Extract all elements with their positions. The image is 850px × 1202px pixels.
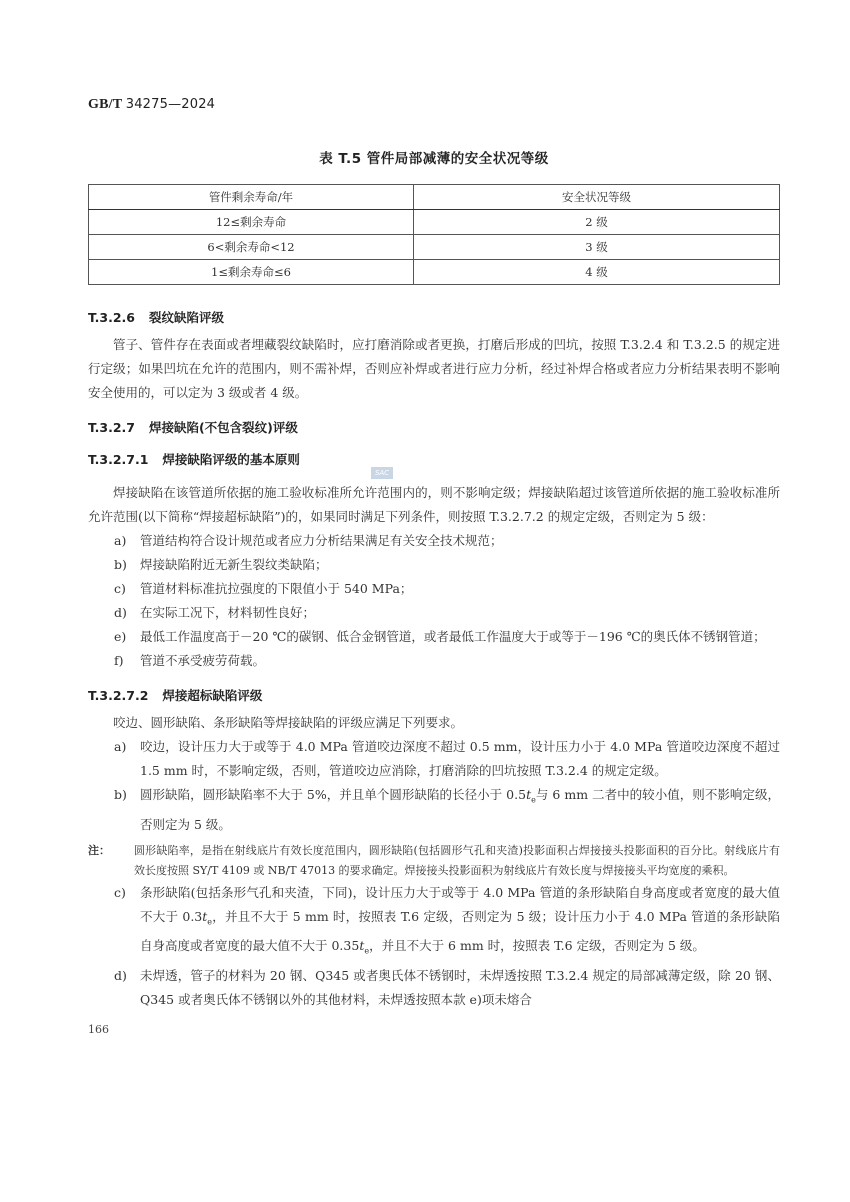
table-cell: 2 级	[414, 210, 780, 235]
paragraph-t3271: 焊接缺陷在该管道所依据的施工验收标准所允许范围内的，则不影响定级；焊接缺陷超过该管道所依据的施工验收标准所允许范围(以下简称“焊接超标缺陷”)的，如果同时满足下列条件，则按照 T.3.2.7.2 的规定定级，否则定为 5 级：	[88, 485, 780, 524]
paragraph-t326: 管子、管件存在表面或者埋藏裂纹缺陷时，应打磨消除或者更换，打磨后形成的凹坑，按照 T.3.2.4 和 T.3.2.5 的规定进行定级；如果凹坑在允许的范围内，则不需补焊，否则应补焊或者进行应力分析，经过补焊合格或者应力分析结果表明不影响安全使用的，可以定为 3 级或者 4 级。	[88, 337, 780, 400]
list-marker: c)	[114, 581, 126, 596]
text-fragment: ，并且不大于 6 mm 时，按照表 T.6 定级，否则定为 5 级。	[369, 938, 705, 953]
list-marker: b)	[114, 787, 127, 802]
weld-defect-list-ab	[88, 735, 780, 837]
list-item	[88, 577, 780, 601]
thickness-symbol: t	[526, 787, 532, 802]
list-text: 最低工作温度高于－20 ℃的碳钢、低合金钢管道，或者最低工作温度大于或等于－196 ℃的奥氏体不锈钢管道；	[140, 629, 766, 644]
list-item	[88, 649, 780, 673]
list-text: 未焊透，管子的材料为 20 钢、Q345 或者奥氏体不锈钢时，未焊透按照 T.3.2.4 规定的局部减薄定级，除 20 钢、Q345 或者奥氏体不锈钢以外的其他材料，未焊透按照本款 e)项未熔合	[140, 967, 780, 1007]
table-header-row	[89, 185, 780, 210]
list-text: 管道结构符合设计规范或者应力分析结果满足有关安全技术规范；	[140, 533, 503, 548]
text-fragment: 圆形缺陷，圆形缺陷率不大于 5%，并且单个圆形缺陷的长径小于 0.5	[140, 787, 527, 802]
text-fragment: 条形缺陷(包括条形气孔和夹渣，下同)，设计压力大于或等于 4.0 MPa 管道的条形缺陷自身高度或者宽度的最大值不大于 0.3	[140, 884, 780, 924]
section-heading-t3271	[88, 451, 780, 469]
list-item	[88, 881, 780, 964]
table-cell: 6<剩余寿命<12	[89, 235, 414, 260]
section-number: T.3.2.6	[88, 310, 135, 325]
section-number: T.3.2.7.1	[88, 452, 149, 467]
safety-grade-table	[88, 184, 780, 285]
list-marker: e)	[114, 629, 127, 644]
list-item	[88, 735, 780, 783]
watermark-band	[88, 469, 780, 481]
table-row	[89, 260, 780, 285]
thickness-subscript: e	[364, 946, 370, 956]
page-number: 166	[88, 1022, 109, 1036]
list-marker: a)	[114, 739, 127, 754]
list-marker: b)	[114, 557, 127, 572]
section-heading-t3272	[88, 687, 780, 705]
list-text	[140, 885, 780, 954]
standard-code	[88, 96, 780, 114]
list-text	[140, 787, 780, 832]
list-item	[88, 625, 780, 649]
list-item	[88, 553, 780, 577]
section-title: 焊接缺陷评级的基本原则	[162, 452, 300, 467]
list-marker: f)	[114, 653, 124, 668]
section-heading-t326	[88, 309, 780, 327]
thickness-symbol: t	[359, 938, 365, 953]
list-marker: d)	[114, 605, 127, 620]
table-row	[89, 235, 780, 260]
list-text: 管道材料标准抗拉强度的下限值小于 540 MPa；	[140, 581, 413, 596]
table-header-cell: 管件剩余寿命/年	[89, 185, 414, 210]
condition-list	[88, 529, 780, 673]
list-marker: a)	[114, 533, 127, 548]
weld-defect-list-cd	[88, 881, 780, 1012]
list-item	[88, 783, 780, 837]
table-cell: 4 级	[414, 260, 780, 285]
note-label: 注：	[88, 843, 110, 857]
section-number: T.3.2.7	[88, 420, 135, 435]
thickness-subscript: e	[207, 917, 213, 926]
table-header-cell: 安全状况等级	[414, 185, 780, 210]
standard-prefix: GB/T	[88, 97, 123, 112]
note-block	[88, 841, 780, 881]
table-title: 表 T.5 管件局部减薄的安全状况等级	[319, 151, 549, 167]
section-title: 裂纹缺陷评级	[148, 310, 224, 325]
list-marker: d)	[114, 967, 127, 983]
section-number: T.3.2.7.2	[88, 688, 149, 703]
list-item	[88, 601, 780, 625]
thickness-subscript: e	[531, 795, 536, 805]
list-text: 在实际工况下，材料韧性良好；	[140, 605, 316, 620]
note-text: 圆形缺陷率，是指在射线底片有效长度范围内，圆形缺陷(包括圆形气孔和夹渣)投影面积占焊接接头投影面积的百分比。射线底片有效长度按照 SY/T 4109 或 NB/T 47013 的要求确定。焊接接头投影面积为射线底片有效长度与焊接接头平均宽度的乘积。	[134, 843, 780, 877]
table-row	[89, 210, 780, 235]
section-heading-t327	[88, 419, 780, 437]
section-title: 焊接缺陷(不包含裂纹)评级	[148, 420, 298, 435]
standard-number: 34275—2024	[125, 97, 216, 112]
list-item	[88, 529, 780, 553]
text-fragment: 与 6 mm 二者中的较小值，则不影响定级，否则定为 5 级。	[140, 787, 780, 832]
table-cell: 12≤剩余寿命	[89, 210, 414, 235]
list-text: 咬边，设计压力大于或等于 4.0 MPa 管道咬边深度不超过 0.5 mm，设计压力小于 4.0 MPa 管道咬边深度不超过 1.5 mm 时，不影响定级，否则，管道咬边应消除，打磨消除的凹坑按照 T.3.2.4 的规定定级。	[140, 739, 780, 778]
thickness-symbol: t	[202, 908, 208, 924]
list-text: 管道不承受疲劳荷载。	[140, 653, 266, 668]
paragraph-t3272-intro: 咬边、圆形缺陷、条形缺陷等焊接缺陷的评级应满足下列要求。	[113, 715, 464, 730]
section-title: 焊接超标缺陷评级	[162, 688, 263, 703]
sac-watermark: SAC	[371, 467, 393, 479]
list-marker: c)	[114, 884, 126, 900]
text-fragment: ，并且不大于 5 mm 时，按照表 T.6 定级，否则定为 5 级；设计压力小于 4.0 MPa 管道的条形缺陷自身高度或者宽度的最大值不大于 0.35	[140, 908, 780, 953]
list-text: 焊接缺陷附近无新生裂纹类缺陷；	[140, 557, 328, 572]
table-cell: 3 级	[414, 235, 780, 260]
table-cell: 1≤剩余寿命≤6	[89, 260, 414, 285]
list-item	[88, 964, 780, 1012]
